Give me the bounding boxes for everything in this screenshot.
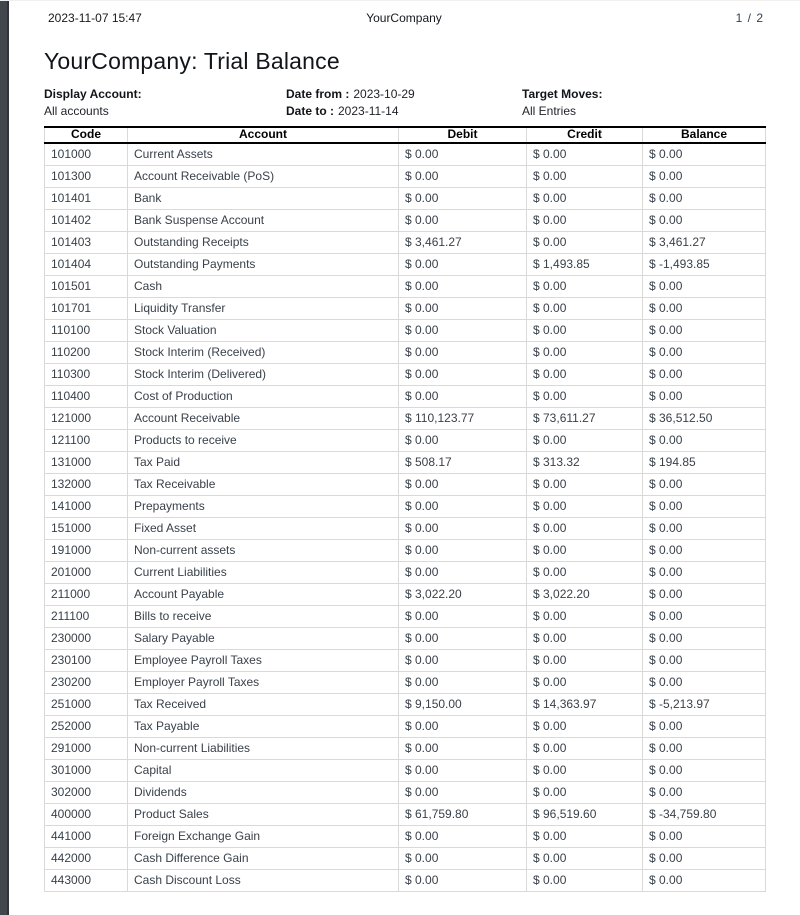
cell-code: 442000: [45, 847, 128, 869]
cell-account: Bills to receive: [128, 605, 399, 627]
table-row: [45, 363, 766, 385]
cell-balance: $ -5,213.97: [643, 693, 766, 715]
cell-balance: $ 0.00: [643, 473, 766, 495]
cell-account: Capital: [128, 759, 399, 781]
cell-balance: $ 0.00: [643, 143, 766, 165]
table-row: [45, 847, 766, 869]
cell-balance: $ 0.00: [643, 759, 766, 781]
cell-account: Stock Interim (Delivered): [128, 363, 399, 385]
cell-balance: $ 0.00: [643, 319, 766, 341]
filter-date-to-label: Date to :: [286, 104, 334, 118]
table-header-row: [45, 127, 766, 143]
cell-code: 400000: [45, 803, 128, 825]
cell-credit: $ 0.00: [527, 649, 643, 671]
cell-balance: $ 0.00: [643, 627, 766, 649]
trial-balance-body: [45, 143, 766, 891]
cell-account: Products to receive: [128, 429, 399, 451]
cell-account: Account Receivable (PoS): [128, 165, 399, 187]
cell-debit: $ 61,759.80: [399, 803, 527, 825]
cell-credit: $ 14,363.97: [527, 693, 643, 715]
cell-balance: $ 0.00: [643, 495, 766, 517]
cell-code: 121000: [45, 407, 128, 429]
cell-debit: $ 0.00: [399, 561, 527, 583]
cell-account: Dividends: [128, 781, 399, 803]
cell-code: 251000: [45, 693, 128, 715]
table-row: [45, 825, 766, 847]
table-row: [45, 429, 766, 451]
cell-credit: $ 313.32: [527, 451, 643, 473]
cell-balance: $ 0.00: [643, 583, 766, 605]
cell-code: 101000: [45, 143, 128, 165]
cell-credit: $ 3,022.20: [527, 583, 643, 605]
cell-credit: $ 0.00: [527, 671, 643, 693]
cell-code: 291000: [45, 737, 128, 759]
cell-code: 101402: [45, 209, 128, 231]
cell-debit: $ 0.00: [399, 517, 527, 539]
column-header-account: Account: [128, 127, 399, 143]
table-row: [45, 539, 766, 561]
cell-credit: $ 0.00: [527, 517, 643, 539]
cell-credit: $ 0.00: [527, 187, 643, 209]
cell-balance: $ 0.00: [643, 385, 766, 407]
cell-credit: $ 0.00: [527, 165, 643, 187]
cell-credit: $ 96,519.60: [527, 803, 643, 825]
cell-debit: $ 0.00: [399, 671, 527, 693]
cell-debit: $ 0.00: [399, 429, 527, 451]
cell-credit: $ 0.00: [527, 539, 643, 561]
cell-debit: $ 3,022.20: [399, 583, 527, 605]
cell-code: 121100: [45, 429, 128, 451]
cell-credit: $ 0.00: [527, 825, 643, 847]
cell-debit: $ 0.00: [399, 341, 527, 363]
cell-account: Tax Received: [128, 693, 399, 715]
cell-balance: $ 0.00: [643, 737, 766, 759]
column-header-debit: Debit: [399, 127, 527, 143]
cell-debit: $ 0.00: [399, 319, 527, 341]
column-header-credit: Credit: [527, 127, 643, 143]
cell-account: Tax Receivable: [128, 473, 399, 495]
table-row: [45, 715, 766, 737]
cell-account: Bank Suspense Account: [128, 209, 399, 231]
cell-account: Liquidity Transfer: [128, 297, 399, 319]
table-row: [45, 495, 766, 517]
cell-account: Non-current assets: [128, 539, 399, 561]
cell-debit: $ 0.00: [399, 253, 527, 275]
cell-balance: $ 0.00: [643, 165, 766, 187]
table-row: [45, 385, 766, 407]
cell-debit: $ 110,123.77: [399, 407, 527, 429]
cell-code: 443000: [45, 869, 128, 891]
cell-balance: $ 0.00: [643, 561, 766, 583]
cell-credit: $ 0.00: [527, 231, 643, 253]
cell-code: 110100: [45, 319, 128, 341]
table-row: [45, 165, 766, 187]
cell-account: Account Receivable: [128, 407, 399, 429]
cell-credit: $ 0.00: [527, 561, 643, 583]
cell-balance: $ 0.00: [643, 429, 766, 451]
cell-account: Salary Payable: [128, 627, 399, 649]
page-indicator: 1 / 2: [735, 11, 764, 25]
cell-account: Tax Paid: [128, 451, 399, 473]
cell-code: 301000: [45, 759, 128, 781]
cell-account: Bank: [128, 187, 399, 209]
cell-debit: $ 0.00: [399, 869, 527, 891]
cell-account: Prepayments: [128, 495, 399, 517]
cell-code: 191000: [45, 539, 128, 561]
cell-debit: $ 0.00: [399, 605, 527, 627]
cell-code: 101701: [45, 297, 128, 319]
cell-balance: $ 0.00: [643, 671, 766, 693]
table-header: [45, 127, 766, 143]
cell-credit: $ 73,611.27: [527, 407, 643, 429]
cell-debit: $ 0.00: [399, 649, 527, 671]
table-row: [45, 143, 766, 165]
table-row: [45, 803, 766, 825]
cell-balance: $ -1,493.85: [643, 253, 766, 275]
cell-code: 132000: [45, 473, 128, 495]
cell-credit: $ 0.00: [527, 715, 643, 737]
cell-code: 101501: [45, 275, 128, 297]
cell-credit: $ 0.00: [527, 341, 643, 363]
cell-code: 211100: [45, 605, 128, 627]
cell-code: 101404: [45, 253, 128, 275]
cell-code: 110300: [45, 363, 128, 385]
filter-display-account-label: Display Account:: [44, 87, 142, 101]
cell-debit: $ 0.00: [399, 539, 527, 561]
cell-debit: $ 508.17: [399, 451, 527, 473]
report-filters: [44, 86, 764, 120]
cell-credit: $ 0.00: [527, 319, 643, 341]
cell-code: 441000: [45, 825, 128, 847]
table-row: [45, 473, 766, 495]
cell-code: 201000: [45, 561, 128, 583]
cell-code: 230000: [45, 627, 128, 649]
cell-account: Cash: [128, 275, 399, 297]
cell-account: Outstanding Receipts: [128, 231, 399, 253]
table-row: [45, 583, 766, 605]
column-header-code: Code: [45, 127, 128, 143]
filter-date-from-value: 2023-10-29: [353, 87, 415, 101]
cell-debit: $ 0.00: [399, 385, 527, 407]
cell-credit: $ 0.00: [527, 495, 643, 517]
cell-balance: $ 0.00: [643, 539, 766, 561]
filter-dates: [286, 86, 522, 120]
cell-account: Product Sales: [128, 803, 399, 825]
table-row: [45, 737, 766, 759]
cell-account: Account Payable: [128, 583, 399, 605]
cell-balance: $ 3,461.27: [643, 231, 766, 253]
cell-code: 110400: [45, 385, 128, 407]
cell-balance: $ 0.00: [643, 649, 766, 671]
cell-balance: $ 0.00: [643, 363, 766, 385]
cell-credit: $ 0.00: [527, 363, 643, 385]
cell-account: Cost of Production: [128, 385, 399, 407]
cell-balance: $ 0.00: [643, 605, 766, 627]
cell-code: 230100: [45, 649, 128, 671]
cell-credit: $ 0.00: [527, 847, 643, 869]
table-row: [45, 671, 766, 693]
cell-credit: $ 0.00: [527, 737, 643, 759]
cell-debit: $ 0.00: [399, 627, 527, 649]
cell-debit: $ 0.00: [399, 187, 527, 209]
trial-balance-table: [44, 126, 766, 892]
cell-account: Stock Interim (Received): [128, 341, 399, 363]
filter-display-account-value: All accounts: [44, 104, 109, 118]
cell-account: Fixed Asset: [128, 517, 399, 539]
cell-balance: $ 0.00: [643, 847, 766, 869]
cell-account: Stock Valuation: [128, 319, 399, 341]
cell-balance: $ 0.00: [643, 341, 766, 363]
cell-debit: $ 0.00: [399, 825, 527, 847]
cell-credit: $ 0.00: [527, 605, 643, 627]
cell-code: 211000: [45, 583, 128, 605]
cell-code: 101403: [45, 231, 128, 253]
cell-balance: $ 0.00: [643, 869, 766, 891]
cell-debit: $ 0.00: [399, 495, 527, 517]
cell-account: Cash Discount Loss: [128, 869, 399, 891]
cell-credit: $ 0.00: [527, 429, 643, 451]
print-datetime: 2023-11-07 15:47: [48, 11, 142, 25]
table-row: [45, 627, 766, 649]
cell-debit: $ 0.00: [399, 363, 527, 385]
filter-target-moves: [522, 86, 764, 120]
cell-code: 230200: [45, 671, 128, 693]
filter-date-from-label: Date from :: [286, 87, 350, 101]
cell-account: Current Liabilities: [128, 561, 399, 583]
cell-balance: $ 0.00: [643, 209, 766, 231]
cell-account: Cash Difference Gain: [128, 847, 399, 869]
cell-code: 131000: [45, 451, 128, 473]
filter-date-from: [286, 86, 522, 103]
report-title: YourCompany: Trial Balance: [44, 48, 340, 74]
table-row: [45, 275, 766, 297]
cell-credit: $ 0.00: [527, 209, 643, 231]
cell-debit: $ 0.00: [399, 737, 527, 759]
table-row: [45, 209, 766, 231]
cell-account: Foreign Exchange Gain: [128, 825, 399, 847]
cell-balance: $ 0.00: [643, 297, 766, 319]
cell-credit: $ 0.00: [527, 759, 643, 781]
report-topbar: [44, 10, 764, 26]
cell-code: 141000: [45, 495, 128, 517]
table-row: [45, 407, 766, 429]
cell-debit: $ 9,150.00: [399, 693, 527, 715]
filter-target-moves-value: All Entries: [522, 104, 577, 118]
filter-date-to: [286, 103, 522, 120]
cell-balance: $ 0.00: [643, 715, 766, 737]
cell-debit: $ 0.00: [399, 847, 527, 869]
table-row: [45, 231, 766, 253]
cell-account: Non-current Liabilities: [128, 737, 399, 759]
cell-credit: $ 0.00: [527, 869, 643, 891]
cell-account: Employer Payroll Taxes: [128, 671, 399, 693]
cell-debit: $ 0.00: [399, 165, 527, 187]
table-row: [45, 561, 766, 583]
cell-balance: $ 0.00: [643, 517, 766, 539]
table-row: [45, 781, 766, 803]
table-row: [45, 649, 766, 671]
cell-balance: $ 0.00: [643, 781, 766, 803]
cell-code: 252000: [45, 715, 128, 737]
cell-credit: $ 0.00: [527, 143, 643, 165]
table-row: [45, 517, 766, 539]
filter-date-to-value: 2023-11-14: [338, 104, 399, 118]
table-row: [45, 253, 766, 275]
table-row: [45, 693, 766, 715]
cell-balance: $ 0.00: [643, 825, 766, 847]
report-page: [0, 1, 800, 915]
table-row: [45, 319, 766, 341]
cell-credit: $ 0.00: [527, 385, 643, 407]
cell-credit: $ 0.00: [527, 627, 643, 649]
cell-code: 101401: [45, 187, 128, 209]
table-row: [45, 297, 766, 319]
cell-debit: $ 0.00: [399, 715, 527, 737]
cell-debit: $ 0.00: [399, 473, 527, 495]
filter-display-account: [44, 86, 286, 120]
cell-balance: $ 0.00: [643, 275, 766, 297]
cell-debit: $ 3,461.27: [399, 231, 527, 253]
cell-account: Current Assets: [128, 143, 399, 165]
cell-credit: $ 0.00: [527, 297, 643, 319]
table-row: [45, 869, 766, 891]
cell-debit: $ 0.00: [399, 297, 527, 319]
table-row: [45, 605, 766, 627]
cell-code: 302000: [45, 781, 128, 803]
cell-credit: $ 0.00: [527, 473, 643, 495]
column-header-balance: Balance: [643, 127, 766, 143]
cell-credit: $ 1,493.85: [527, 253, 643, 275]
cell-debit: $ 0.00: [399, 209, 527, 231]
cell-account: Employee Payroll Taxes: [128, 649, 399, 671]
cell-balance: $ 0.00: [643, 187, 766, 209]
cell-debit: $ 0.00: [399, 275, 527, 297]
table-row: [45, 759, 766, 781]
cell-balance: $ -34,759.80: [643, 803, 766, 825]
cell-code: 110200: [45, 341, 128, 363]
cell-credit: $ 0.00: [527, 781, 643, 803]
company-name: YourCompany: [366, 11, 442, 25]
cell-debit: $ 0.00: [399, 781, 527, 803]
cell-balance: $ 36,512.50: [643, 407, 766, 429]
cell-account: Tax Payable: [128, 715, 399, 737]
cell-credit: $ 0.00: [527, 275, 643, 297]
table-row: [45, 187, 766, 209]
cell-code: 151000: [45, 517, 128, 539]
filter-target-moves-label: Target Moves:: [522, 87, 603, 101]
cell-account: Outstanding Payments: [128, 253, 399, 275]
table-row: [45, 451, 766, 473]
cell-code: 101300: [45, 165, 128, 187]
table-row: [45, 341, 766, 363]
cell-debit: $ 0.00: [399, 143, 527, 165]
cell-debit: $ 0.00: [399, 759, 527, 781]
cell-balance: $ 194.85: [643, 451, 766, 473]
